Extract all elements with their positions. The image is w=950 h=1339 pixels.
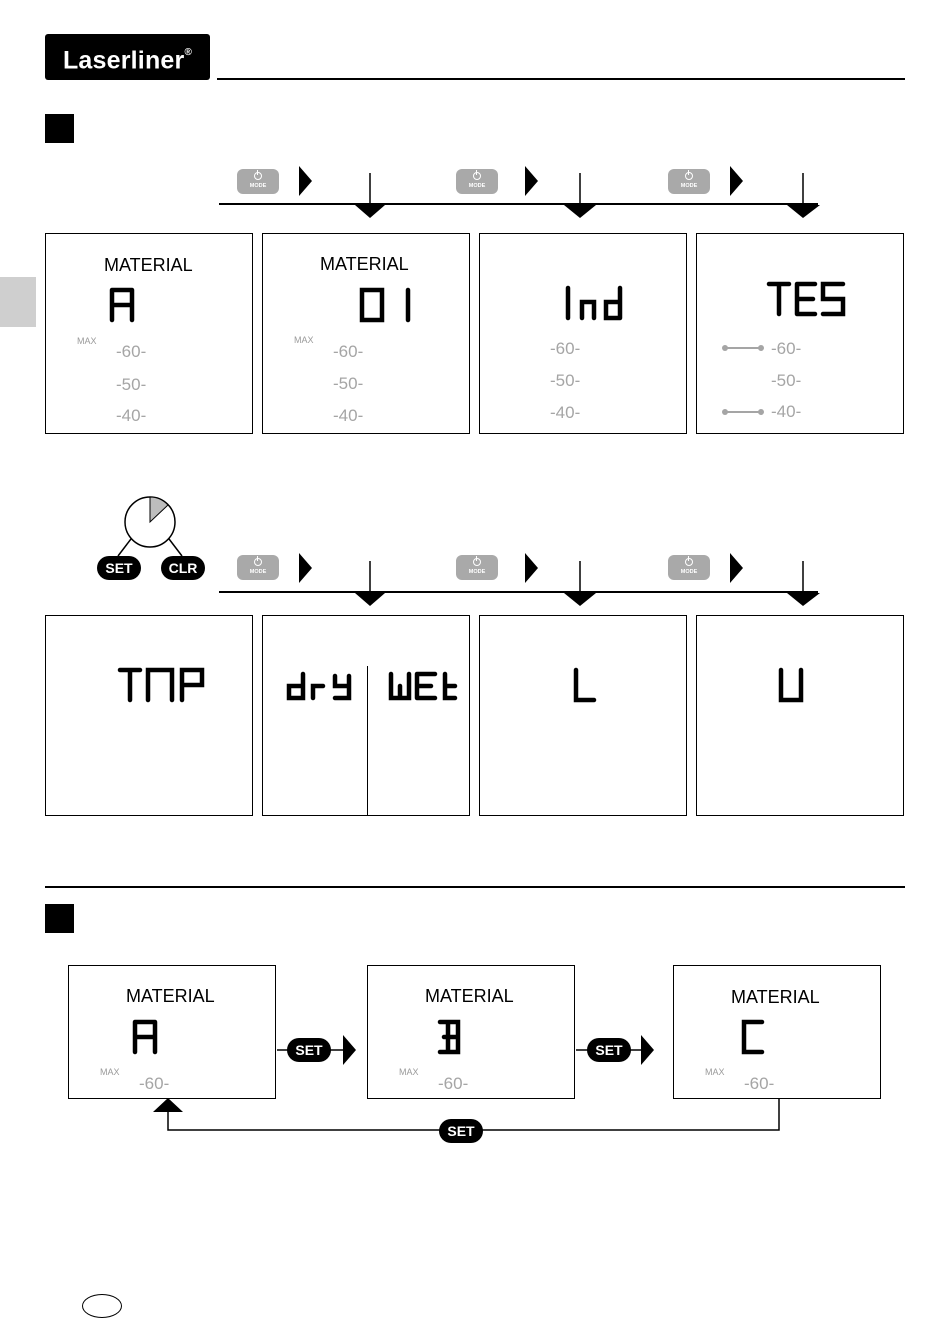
scale-label: -60- xyxy=(333,342,364,361)
set-button[interactable]: SET xyxy=(439,1119,483,1143)
panel-title: MATERIAL xyxy=(126,986,215,1006)
scale-label: -50- xyxy=(550,371,581,390)
display-panel-material-a xyxy=(45,233,253,434)
display-panel-material-a-2 xyxy=(68,965,276,1099)
scale-label: -40- xyxy=(333,406,364,425)
max-label: MAX xyxy=(100,1067,120,1077)
side-tab xyxy=(0,277,36,327)
mode-button-2[interactable]: MODE xyxy=(456,169,498,194)
lcd-text-l xyxy=(572,666,602,706)
probe-indicator-icon xyxy=(721,408,765,416)
power-icon xyxy=(685,558,693,566)
display-panel-material-c xyxy=(673,965,881,1099)
lcd-digit-b xyxy=(436,1018,464,1056)
clr-button[interactable]: CLR xyxy=(161,556,205,580)
power-icon xyxy=(473,172,481,180)
set-button[interactable]: SET xyxy=(97,556,141,580)
scale-label: -50- xyxy=(333,374,364,393)
lcd-digits-01 xyxy=(358,286,418,324)
lcd-digit-a xyxy=(108,286,136,324)
display-panel-tmp xyxy=(45,615,253,816)
panel-title: MATERIAL xyxy=(731,987,820,1007)
mode-button-3[interactable]: MODE xyxy=(668,169,710,194)
lcd-digit-c xyxy=(740,1018,768,1056)
scale-label: -60- xyxy=(744,1074,775,1093)
lcd-text-ind xyxy=(562,284,632,322)
max-label: MAX xyxy=(294,335,314,345)
section-rule xyxy=(45,886,905,888)
lcd-text-dry xyxy=(285,672,355,702)
display-panel-material-b xyxy=(367,965,575,1099)
lcd-text-u xyxy=(777,666,807,706)
language-oval xyxy=(82,1294,122,1318)
power-icon xyxy=(254,172,262,180)
scale-label: -40- xyxy=(550,403,581,422)
panel-title: MATERIAL xyxy=(104,255,193,275)
scale-label: -40- xyxy=(116,406,147,425)
display-panel-tes xyxy=(696,233,904,434)
mode-button-1[interactable]: MODE xyxy=(237,169,279,194)
scale-label: -50- xyxy=(771,371,802,390)
max-label: MAX xyxy=(705,1067,725,1077)
display-panel-ind xyxy=(479,233,687,434)
scale-label: -60- xyxy=(116,342,147,361)
scale-label: -50- xyxy=(116,375,147,394)
lcd-digit-a xyxy=(131,1018,159,1056)
display-panel-material-01 xyxy=(262,233,470,434)
display-panel-u xyxy=(696,615,904,816)
power-icon xyxy=(254,558,262,566)
max-label: MAX xyxy=(399,1067,419,1077)
display-panel-l xyxy=(479,615,687,816)
scale-label: -60- xyxy=(139,1074,170,1093)
registered-mark: ® xyxy=(184,47,193,58)
lcd-text-wet xyxy=(387,672,457,702)
mode-button-4[interactable]: MODE xyxy=(237,555,279,580)
display-divider xyxy=(367,666,368,815)
section-marker-1 xyxy=(45,114,74,143)
scale-label: -60- xyxy=(550,339,581,358)
section-marker-2 xyxy=(45,904,74,933)
max-label: MAX xyxy=(77,336,97,346)
display-panel-dry-wet xyxy=(262,615,470,816)
set-button[interactable]: SET xyxy=(587,1038,631,1062)
mode-button-5[interactable]: MODE xyxy=(456,555,498,580)
set-button[interactable]: SET xyxy=(287,1038,331,1062)
power-icon xyxy=(685,172,693,180)
probe-indicator-icon xyxy=(721,344,765,352)
power-icon xyxy=(473,558,481,566)
scale-label: -60- xyxy=(771,339,802,358)
panel-title: MATERIAL xyxy=(320,254,409,274)
brand-logo xyxy=(45,34,210,80)
scale-label: -60- xyxy=(438,1074,469,1093)
lcd-text-tes xyxy=(767,280,847,320)
lcd-text-tmp xyxy=(118,666,208,706)
scale-label: -40- xyxy=(771,402,802,421)
header-rule xyxy=(217,78,905,80)
panel-title: MATERIAL xyxy=(425,986,514,1006)
mode-button-6[interactable]: MODE xyxy=(668,555,710,580)
brand-name: Laserliner xyxy=(62,46,185,75)
